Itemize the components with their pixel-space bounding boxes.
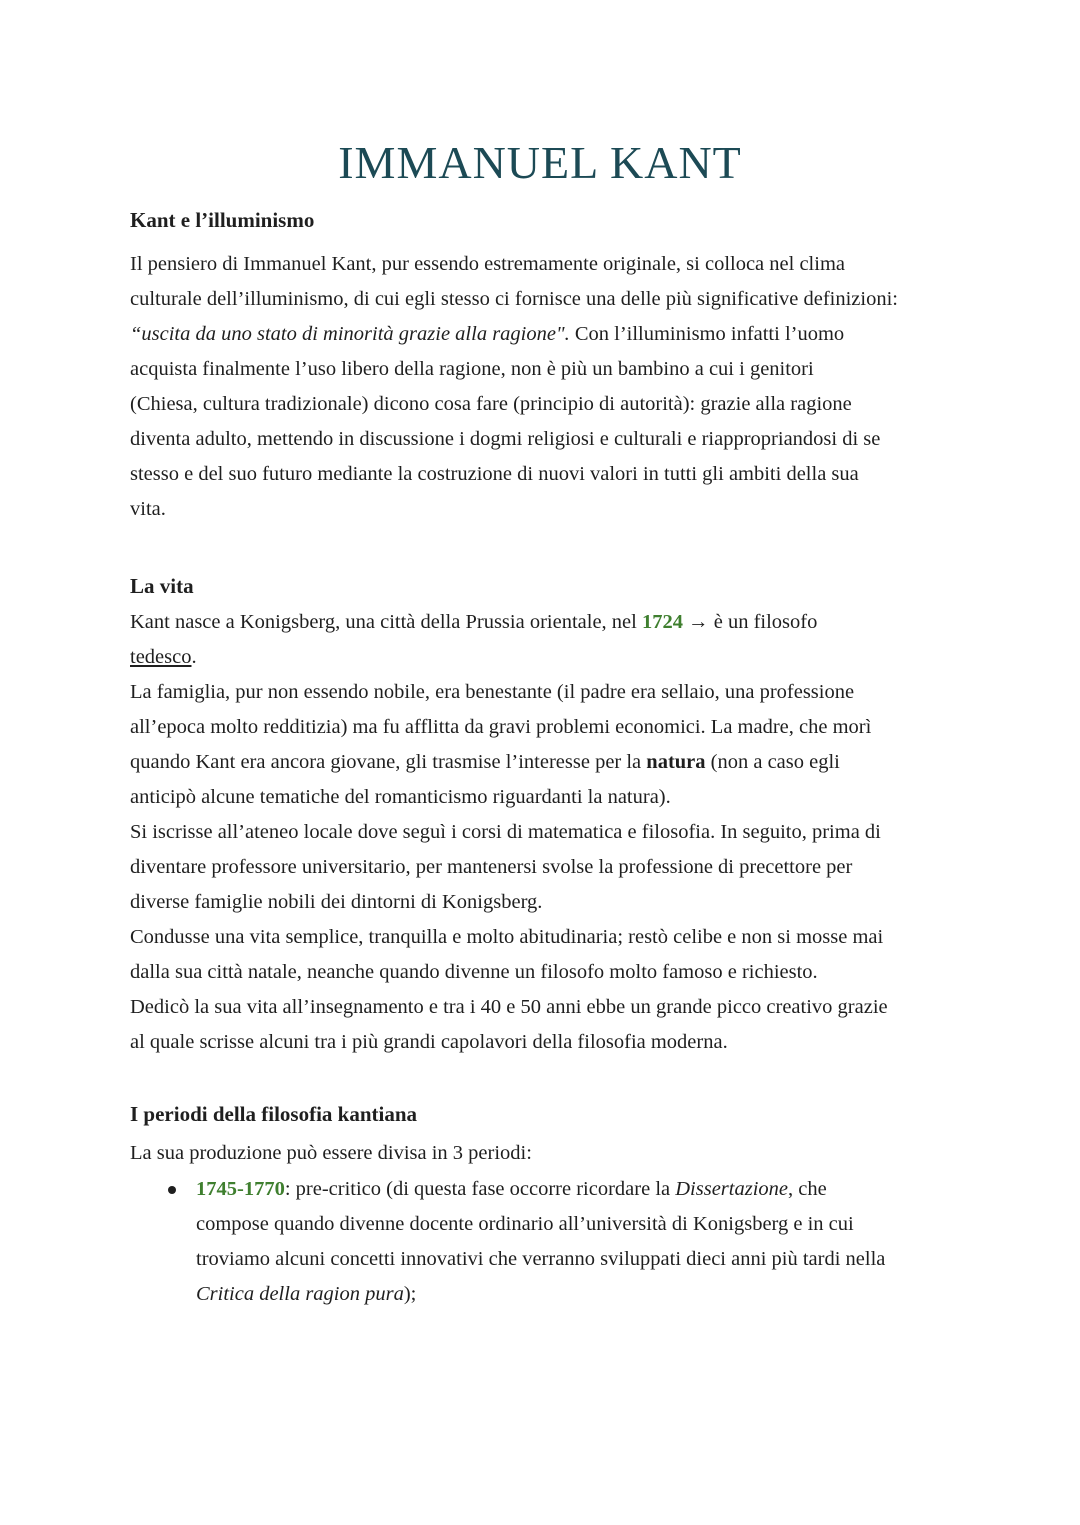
text-line: diventare professore universitario, per mantenersi svolse la professione di precettore per — [130, 856, 853, 878]
text-line — [196, 1277, 960, 1312]
bold-word: natura — [646, 751, 706, 773]
italic-title: Critica della ragion pura — [196, 1283, 404, 1305]
text-line: (Chiesa, cultura tradizionale) dicono cosa fare (principio di autorità): grazie alla ragione — [130, 393, 852, 415]
text-span: : pre-critico (di questa fase occorre ricordare la — [284, 1178, 676, 1200]
kant-quote: “uscita da uno stato di minorità grazie alla ragione". — [130, 323, 570, 345]
text-line: Si iscrisse all’ateneo locale dove seguì i corsi di matematica e filosofia. In seguito, prima di — [130, 821, 881, 843]
text-line — [196, 1172, 960, 1207]
text-line: diventa adulto, mettendo in discussione i dogmi religiosi e culturali e riappropriandosi di se — [130, 428, 881, 450]
italic-title: Dissertazione — [675, 1178, 788, 1200]
birth-year: 1724 — [641, 611, 683, 633]
text-line: anticipò alcune tematiche del romanticismo riguardanti la natura). — [130, 786, 671, 808]
text-line — [130, 745, 960, 780]
text-line: Condusse una vita semplice, tranquilla e molto abitudinaria; restò celibe e non si mosse mai — [130, 926, 884, 948]
text-span: Kant nasce a Konigsberg, una città della Prussia orientale, nel — [130, 611, 642, 633]
text-span: . — [191, 646, 197, 668]
text-span: quando Kant era ancora giovane, gli trasmise l’interesse per la — [130, 751, 647, 773]
paragraph-periodi-intro — [130, 1136, 960, 1171]
text-line: all’epoca molto redditizia) ma fu afflitta da gravi problemi economici. La madre, che morì — [130, 716, 872, 738]
text-line — [130, 317, 960, 352]
text-line: Il pensiero di Immanuel Kant, pur essendo estremamente originale, si colloca nel clima — [130, 253, 845, 275]
paragraph-illuminismo — [130, 247, 960, 527]
text-line — [130, 640, 960, 675]
text-span: (non a caso egli — [705, 751, 840, 773]
text-span: → è un filosofo — [682, 611, 818, 633]
periods-list — [130, 1172, 960, 1312]
period-years: 1745-1770 — [196, 1178, 285, 1200]
text-line: La sua produzione può essere divisa in 3 periodi: — [130, 1142, 532, 1164]
text-line: acquista finalmente l’uso libero della ragione, non è più un bambino a cui i genitori — [130, 358, 814, 380]
text-line: Dedicò la sua vita all’insegnamento e tra i 40 e 50 anni ebbe un grande picco creativo grazie — [130, 996, 888, 1018]
section-heading-periodi: I periodi della filosofia kantiana — [130, 1102, 418, 1126]
list-item — [130, 1172, 960, 1312]
text-span: , che — [788, 1178, 827, 1200]
paragraph-vita — [130, 605, 960, 1060]
underlined-word: tedesco — [130, 646, 192, 668]
section-heading-vita: La vita — [130, 574, 194, 598]
text-span: Con l’illuminismo infatti l’uomo — [569, 323, 845, 345]
text-line: diverse famiglie nobili dei dintorni di Konigsberg. — [130, 891, 543, 913]
section-heading-illuminismo: Kant e l’illuminismo — [130, 208, 315, 232]
text-line: al quale scrisse alcuni tra i più grandi capolavori della filosofia moderna. — [130, 1031, 728, 1053]
text-line: La famiglia, pur non essendo nobile, era benestante (il padre era sellaio, una professione — [130, 681, 855, 703]
text-line: compose quando divenne docente ordinario all’università di Konigsberg e in cui — [196, 1213, 854, 1235]
text-line: culturale dell’illuminismo, di cui egli stesso ci fornisce una delle più significative definizioni: — [130, 288, 898, 310]
bullet-icon — [168, 1186, 176, 1194]
text-line: dalla sua città natale, neanche quando divenne un filosofo molto famoso e richiesto. — [130, 961, 818, 983]
text-line: stesso e del suo futuro mediante la costruzione di nuovi valori in tutti gli ambiti della sua — [130, 463, 859, 485]
text-line — [130, 605, 960, 640]
text-span: ); — [403, 1283, 417, 1305]
page-title: IMMANUEL KANT — [338, 137, 742, 188]
text-line: troviamo alcuni concetti innovativi che verranno sviluppati dieci anni più tardi nella — [196, 1248, 886, 1270]
text-line: vita. — [130, 498, 166, 520]
